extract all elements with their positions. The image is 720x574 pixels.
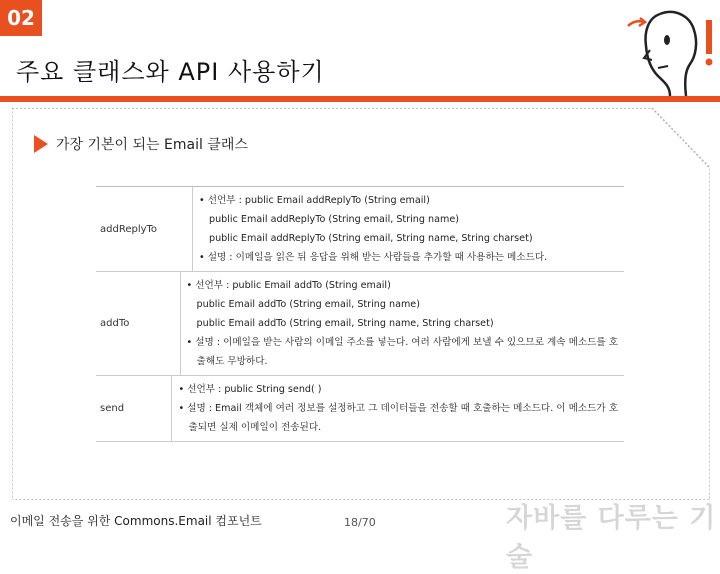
play-arrow-icon — [34, 135, 48, 153]
thinking-face-icon — [620, 6, 720, 98]
method-name: send — [96, 376, 172, 441]
slide-number-badge — [0, 0, 42, 36]
list-item: • 설명 : Email 객체에 여러 정보를 설정하고 그 데이터들을 전송할 때 호출하는 메소드다. 이 메소드가 호 — [178, 399, 618, 418]
list-item: • 설명 : 이메일을 읽은 뒤 응답을 위해 받는 사람들을 추가할 때 사용하는 메소드다. — [199, 248, 618, 267]
page-number: 18/70 — [344, 516, 376, 529]
section-subtitle — [34, 134, 248, 154]
method-table — [96, 186, 624, 442]
list-item: • 설명 : 이메일을 받는 사람의 이메일 주소를 넣는다. 여러 사람에게 보낼 수 있으므로 계속 메소드를 호 — [187, 333, 618, 352]
list-item: • 선언부 : public String send( ) — [178, 380, 618, 399]
method-description — [181, 272, 624, 375]
list-item: public Email addReplyTo (String email, String name, String charset) — [209, 233, 533, 244]
table-row — [96, 376, 624, 442]
list-item: 출되면 실제 이메일이 전송된다. — [188, 422, 322, 433]
method-description — [193, 187, 624, 271]
table-row — [96, 272, 624, 376]
method-name: addReplyTo — [96, 187, 193, 271]
table-row — [96, 187, 624, 272]
page-title: 주요 클래스와 API 사용하기 — [16, 58, 325, 86]
method-name: addTo — [96, 272, 181, 375]
slide-number: 02 — [7, 6, 35, 30]
title-underline-bar — [0, 96, 720, 102]
footer-text: 이메일 전송을 위한 Commons.Email 컴포넌트 — [10, 514, 262, 528]
watermark-text: 자바를 다루는 기술 — [506, 503, 717, 573]
list-item: public Email addTo (String email, String name, String charset) — [196, 318, 494, 329]
list-item: public Email addReplyTo (String email, String name) — [209, 214, 459, 225]
method-description — [172, 376, 624, 441]
list-item: public Email addTo (String email, String name) — [196, 299, 420, 310]
list-item: • 선언부 : public Email addReplyTo (String email) — [199, 191, 618, 210]
subtitle-text: 가장 기본이 되는 Email 클래스 — [56, 137, 248, 153]
list-item: • 선언부 : public Email addTo (String email) — [187, 276, 618, 295]
list-item: 출해도 무방하다. — [196, 356, 268, 367]
